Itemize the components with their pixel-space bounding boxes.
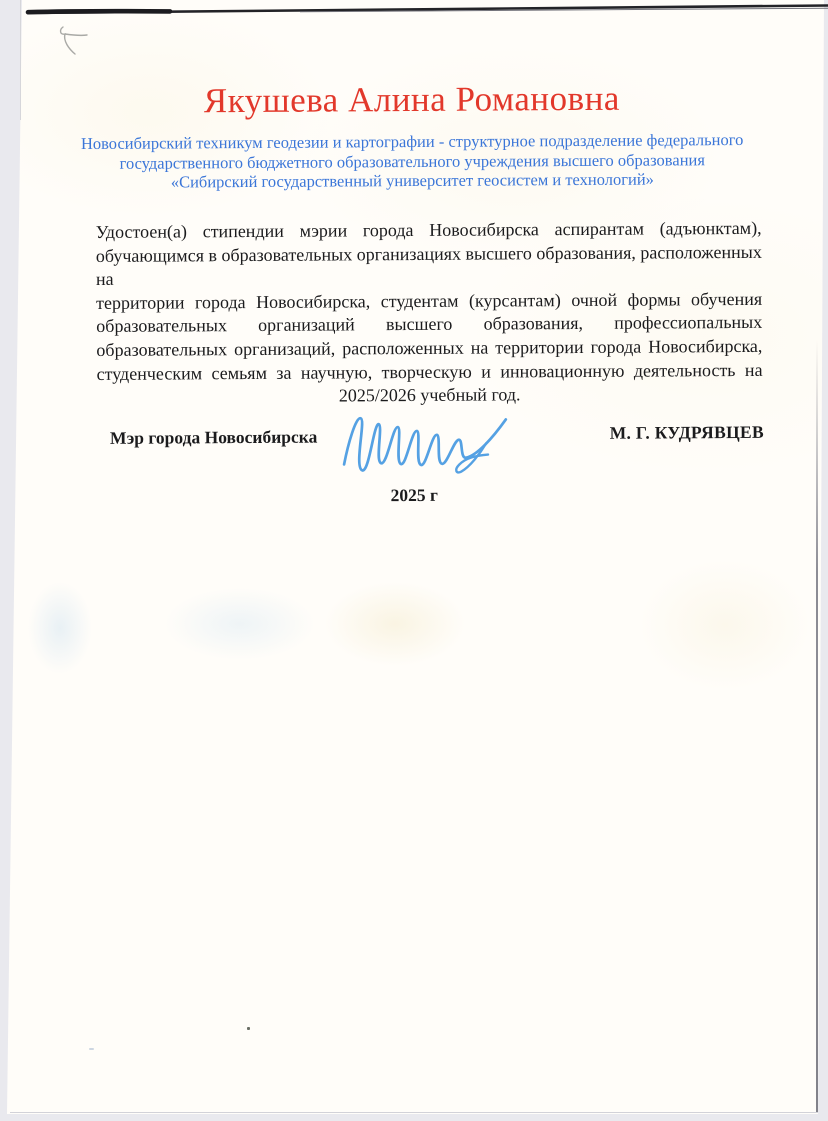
institution-block	[32, 130, 792, 193]
award-text	[96, 217, 763, 410]
signer-name: М. Г. КУДРЯВЦЕВ	[609, 421, 764, 443]
recipient-name: Якушева Алина Романовна	[203, 78, 621, 121]
institution-line: Новосибирский техникум геодезии и картографии - структурное подразделение федерального	[80, 129, 744, 154]
award-text-line: Удостоен(а) стипендии мэрии города Новосибирска аспирантам (адъюнктам),	[95, 217, 762, 242]
award-text-line: студенческим семьям за научную, творческую и инновационную деятельность на	[96, 359, 763, 384]
award-text-line: образовательных организаций, расположенных на территории города Новосибирска,	[96, 335, 763, 360]
institution-line: государственного бюджетного образовательного учреждения высшего образования	[119, 149, 705, 173]
signer-title: Мэр города Новосибирска	[109, 426, 318, 448]
institution-line: «Сибирский государственный университет геосистем и технологий»	[170, 169, 654, 192]
year-label: 2025 г	[390, 484, 439, 506]
award-text-line: образовательных организаций высшего образования, профессиопальных	[96, 312, 763, 337]
award-text-line: территории города Новосибирска, студентам (курсантам) очной формы обучения	[96, 288, 763, 313]
award-text-line: обучающимся в образовательных организациях высшего образования, расположенных на	[95, 241, 762, 290]
signature-scribble-icon	[336, 399, 514, 482]
award-text-last-line: 2025/2026 учебный год.	[338, 384, 521, 406]
